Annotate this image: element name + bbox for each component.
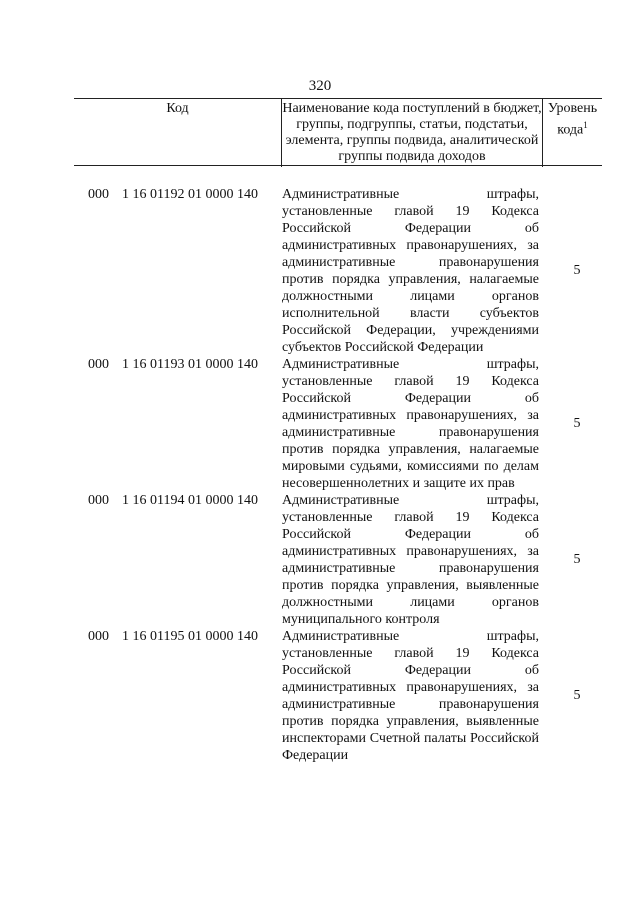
admin-code: 000 xyxy=(88,629,109,644)
code-level: 5 xyxy=(573,416,581,431)
table-header xyxy=(74,98,602,166)
code-level: 5 xyxy=(573,552,581,567)
income-code: 1 16 01193 01 0000 140 xyxy=(122,357,258,372)
code-level: 5 xyxy=(573,263,581,278)
table-body xyxy=(0,186,640,764)
income-description: Административные штрафы, установленные главой 19 Кодекса Российской Федерации об административных правонарушениях, за административные правонарушения против порядка управления, налагаемые должностными лицами органов исполнительной власти субъектов Российской Федерации, учреждениями субъектов Российской Федерации xyxy=(282,187,539,355)
income-description: Административные штрафы, установленные главой 19 Кодекса Российской Федерации об административных правонарушениях, за административные правонарушения против порядка управления, выявленные инспекторами Счетной палаты Российской Федерации xyxy=(282,629,539,763)
admin-code: 000 xyxy=(88,187,109,202)
table-row xyxy=(0,628,640,764)
header-name: Наименование кода поступлений в бюджет, группы, подгруппы, статьи, подстатьи, элемента, группы подвида, аналитической группы подвида доходов xyxy=(282,99,543,167)
admin-code: 000 xyxy=(88,493,109,508)
income-description: Административные штрафы, установленные главой 19 Кодекса Российской Федерации об административных правонарушениях, за административные правонарушения против порядка управления, налагаемые мировыми судьями, комиссиями по делам несовершеннолетних и защите их прав xyxy=(282,357,539,491)
table-row xyxy=(0,492,640,628)
table-row xyxy=(0,186,640,356)
code-level: 5 xyxy=(573,688,581,703)
page-number: 320 xyxy=(308,78,332,94)
admin-code: 000 xyxy=(88,357,109,372)
header-level xyxy=(543,99,602,167)
income-code: 1 16 01192 01 0000 140 xyxy=(122,187,258,202)
header-code: Код xyxy=(74,99,282,167)
income-code: 1 16 01194 01 0000 140 xyxy=(122,493,258,508)
table-row xyxy=(0,356,640,492)
income-code: 1 16 01195 01 0000 140 xyxy=(122,629,258,644)
header-level-footnote: 1 xyxy=(583,120,588,130)
income-description: Административные штрафы, установленные главой 19 Кодекса Российской Федерации об административных правонарушениях, за административные правонарушения против порядка управления, выявленные должностными лицами органов муниципального контроля xyxy=(282,493,539,627)
header-level-label: Уровень кода xyxy=(547,101,598,138)
